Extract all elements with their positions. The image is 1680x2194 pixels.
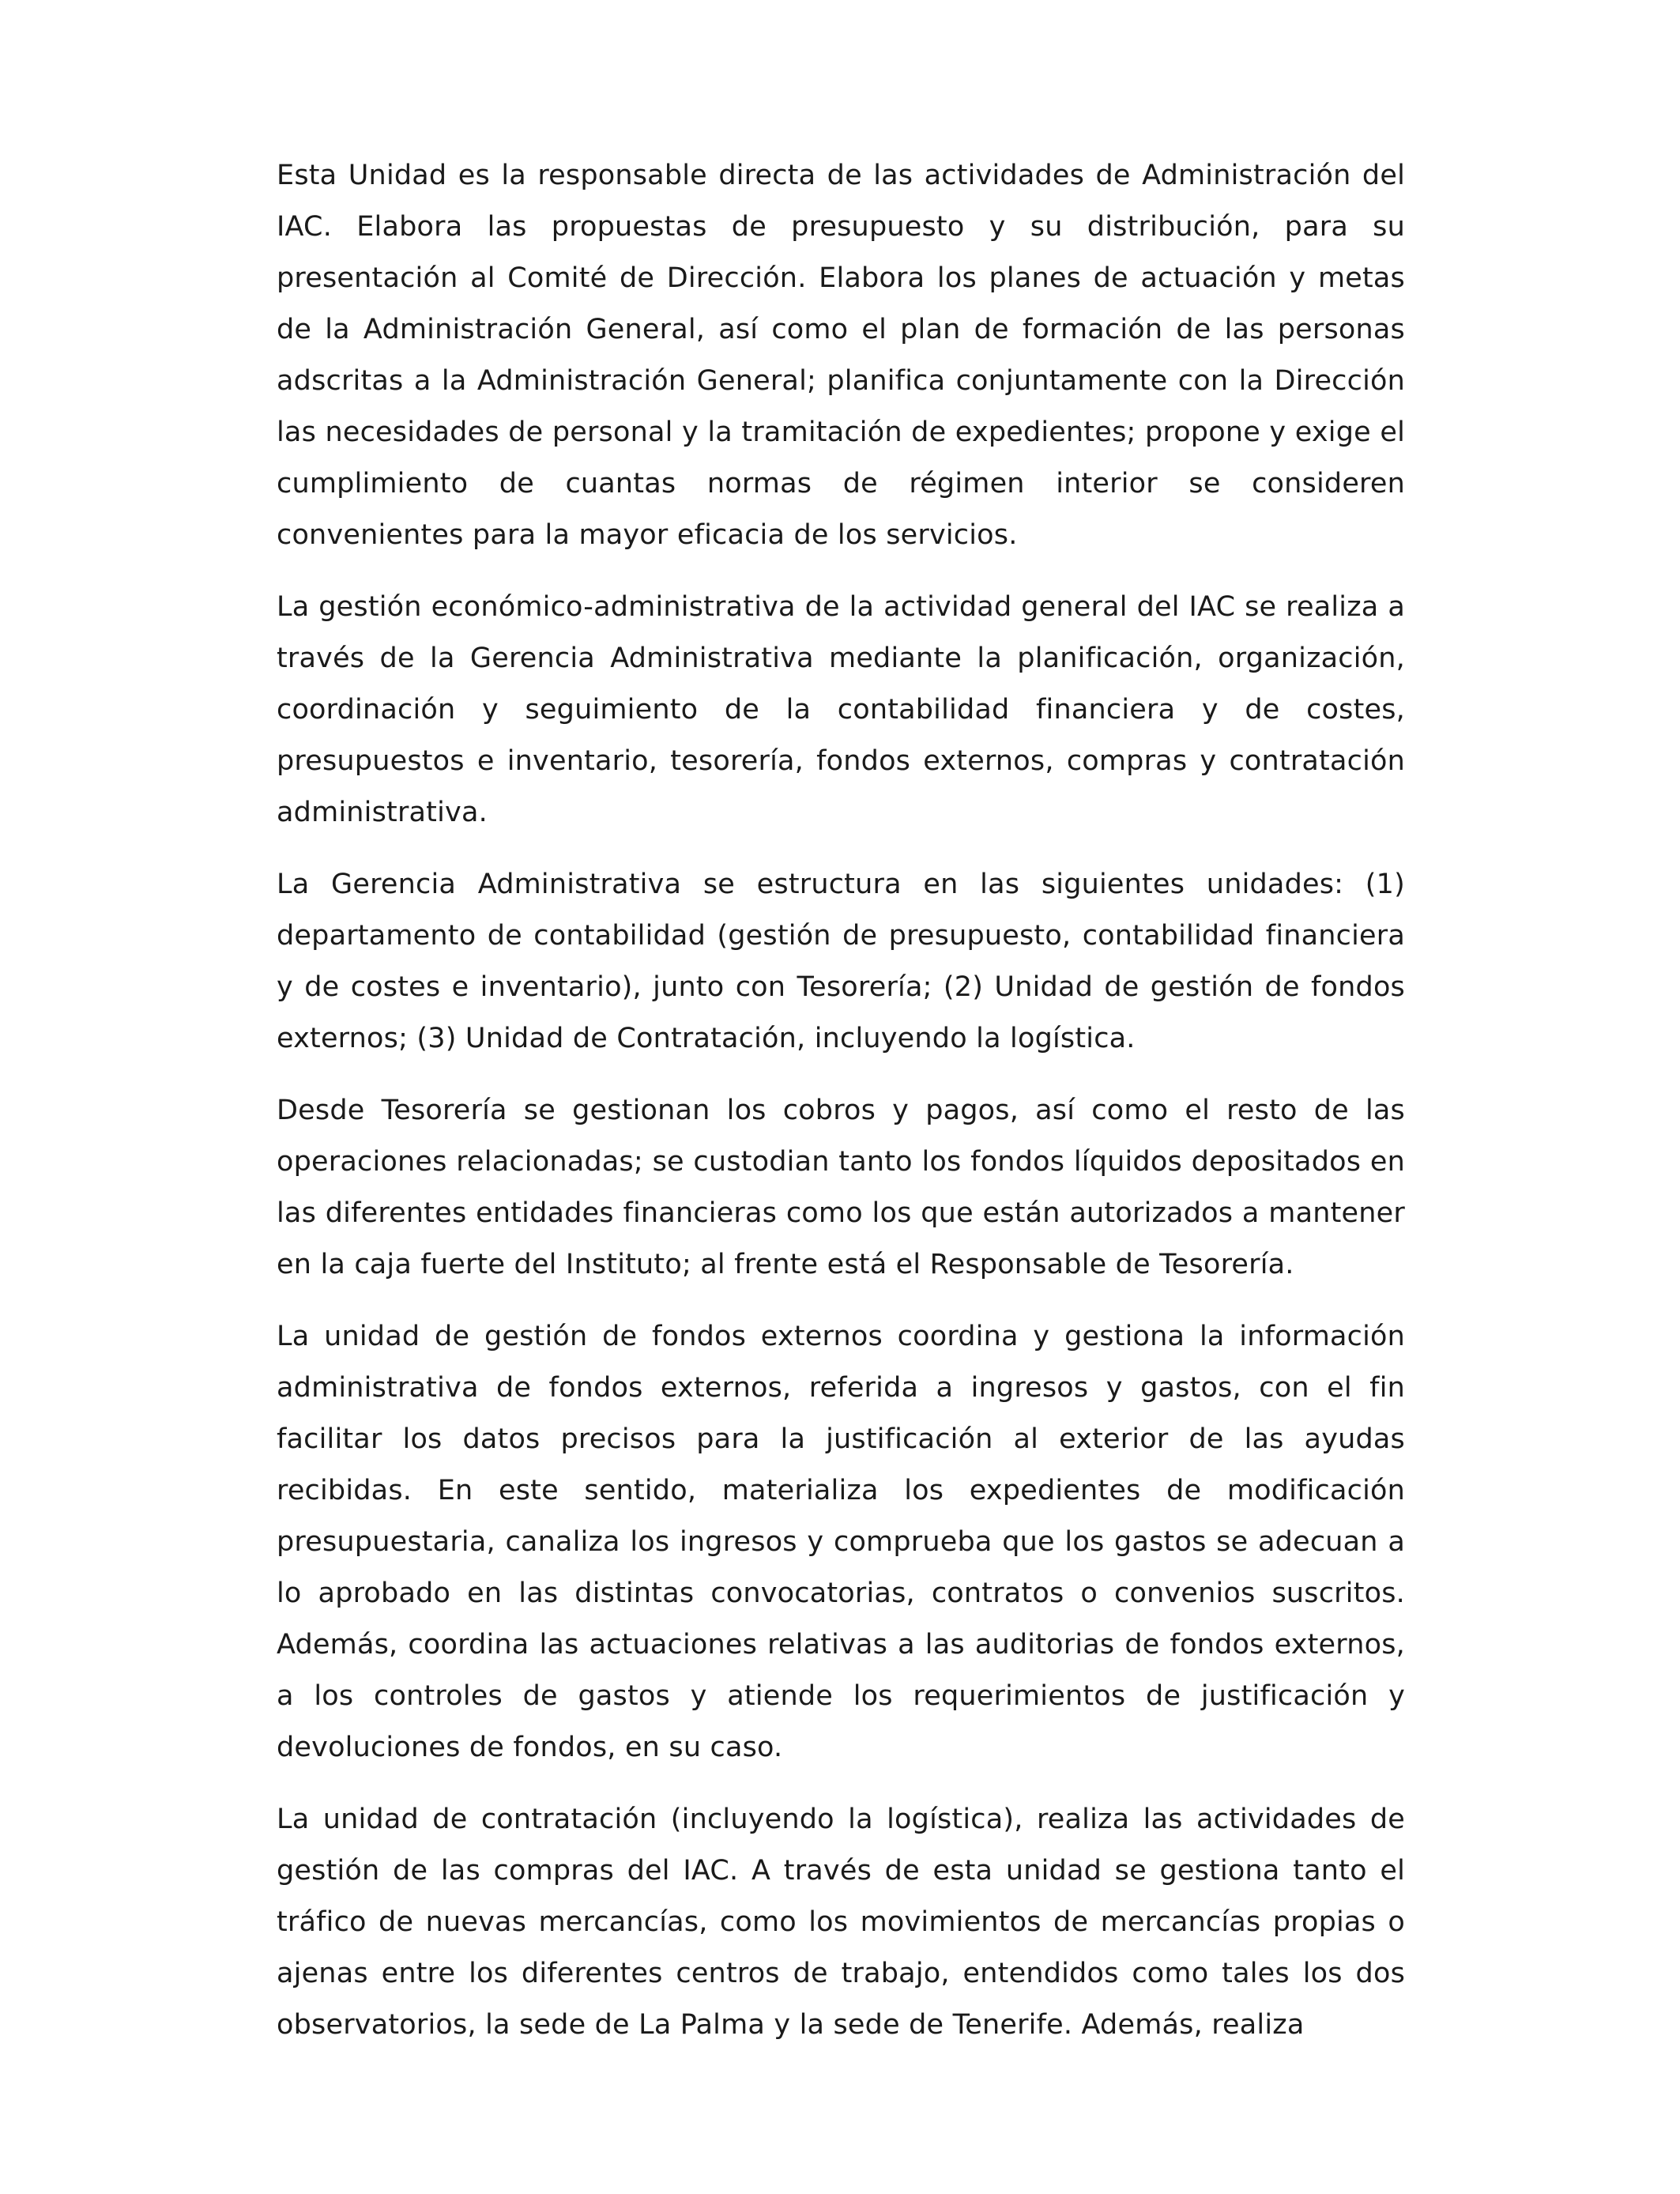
paragraph-estructura-gerencia: La Gerencia Administrativa se estructura en las siguientes unidades: (1) departamento de contabilidad (gestión de presupuesto, contabilidad financiera y de costes e inventario), junto con Tesorería; (2) Unidad de gestión de fondos externos; (3) Unidad de Contratación, incluyendo la logística. — [277, 869, 1405, 1054]
paragraph-fondos-externos: La unidad de gestión de fondos externos coordina y gestiona la información administrativa de fondos externos, referida a ingresos y gastos, con el fin facilitar los datos precisos para la justificación al exterior de las ayudas recibidas. En este sentido, materializa los expedientes de modificación presupuestaria, canaliza los ingresos y comprueba que los gastos se adecuan a lo aprobado en las distintas convocatorias, contratos o convenios suscritos. Además, coordina las actuaciones relativas a las auditorias de fondos externos, a los controles de gastos y atiende los requerimientos de justificación y devoluciones de fondos, en su caso. — [277, 1321, 1405, 1763]
paragraph-gestion-economico: La gestión económico-administrativa de la actividad general del IAC se realiza a través de la Gerencia Administrativa mediante la planificación, organización, coordinación y seguimiento de la contabilidad financiera y de costes, presupuestos e inventario, tesorería, fondos externos, compras y contratación administrativa. — [277, 591, 1405, 828]
paragraph-contratacion: La unidad de contratación (incluyendo la logística), realiza las actividades de gestión de las compras del IAC. A través de esta unidad se gestiona tanto el tráfico de nuevas mercancías, como los movimientos de mercancías propias o ajenas entre los diferentes centros de trabajo, entendidos como tales los dos observatorios, la sede de La Palma y la sede de Tenerife. Además, realiza — [277, 1804, 1405, 2041]
paragraph-tesoreria: Desde Tesorería se gestionan los cobros y pagos, así como el resto de las operaciones relacionadas; se custodian tanto los fondos líquidos depositados en las diferentes entidades financieras como los que están autorizados a mantener en la caja fuerte del Instituto; al frente está el Responsable de Tesorería. — [277, 1095, 1405, 1280]
paragraph-administracion: Esta Unidad es la responsable directa de las actividades de Administración del IAC. Elabora las propuestas de presupuesto y su distribución, para su presentación al Comité de Dirección. Elabora los planes de actuación y metas de la Administración General, así como el plan de formación de las personas adscritas a la Administración General; planifica conjuntamente con la Dirección las necesidades de personal y la tramitación de expedientes; propone y exige el cumplimiento de cuantas normas de régimen interior se consideren convenientes para la mayor eficacia de los servicios. — [277, 160, 1405, 551]
document-body — [277, 150, 1405, 2071]
